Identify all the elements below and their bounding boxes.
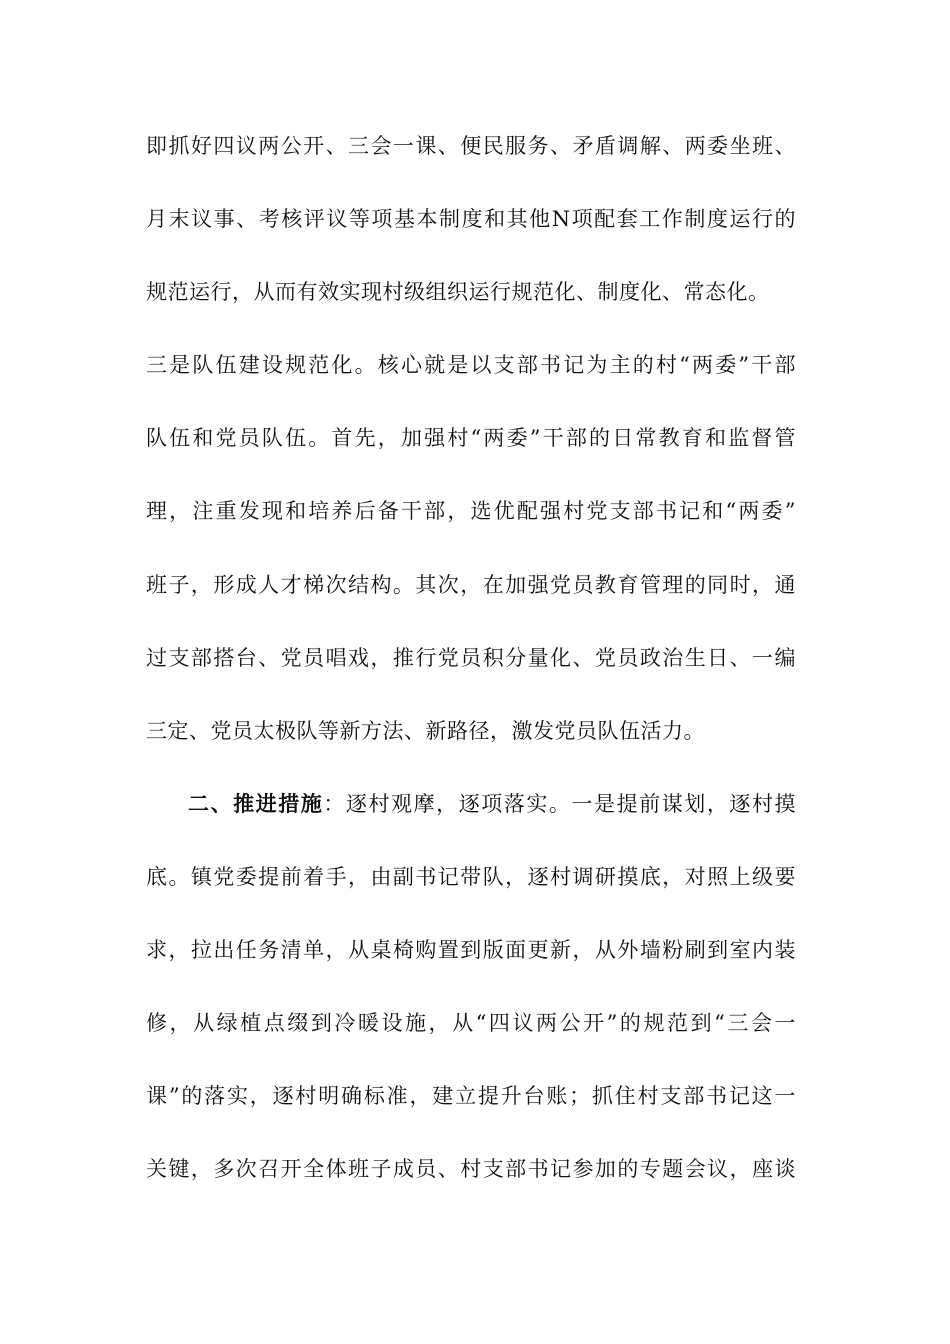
- section-heading-line: [146, 779, 796, 852]
- text-line: 课”的落实，逐村明确标准，建立提升台账；抓住村支部书记这一: [146, 1084, 796, 1109]
- text-line: 月末议事、考核评议等项基本制度和其他N项配套工作制度运行的: [146, 207, 796, 232]
- text-line: 底。镇党委提前着手，由副书记带队，逐村调研摸底，对照上级要: [146, 864, 796, 889]
- text-line: 班子，形成人才梯次结构。其次，在加强党员教育管理的同时，通: [146, 572, 796, 597]
- text-line: 三是队伍建设规范化。核心就是以支部书记为主的村“两委”干部: [146, 353, 796, 378]
- text-line: 队伍和党员队伍。首先，加强村“两委”干部的日常教育和监督管: [146, 426, 796, 451]
- text-line: 理，注重发现和培养后备干部，选优配强村党支部书记和“两委”: [146, 499, 796, 524]
- text-line: 三定、党员太极队等新方法、新路径，激发党员队伍活力。: [146, 718, 705, 743]
- text-line: 规范运行，从而有效实现村级组织运行规范化、制度化、常态化。: [146, 280, 770, 305]
- text-line: 过支部搭台、党员唱戏，推行党员积分量化、党员政治生日、一编: [146, 645, 796, 670]
- text-line: 修，从绿植点缀到冷暖设施，从“四议两公开”的规范到“三会一: [146, 1011, 796, 1036]
- text-line: 即抓好四议两公开、三会一课、便民服务、矛盾调解、两委坐班、: [146, 134, 796, 158]
- body-text: [146, 121, 796, 1217]
- section-heading-rest: ：逐村观摩，逐项落实。一是提前谋划，逐村摸: [323, 791, 796, 816]
- section-heading: 二、推进措施: [188, 791, 324, 816]
- text-line: 关键，多次召开全体班子成员、村支部书记参加的专题会议，座谈: [146, 1157, 796, 1182]
- text-line: 求，拉出任务清单，从桌椅购置到版面更新，从外墙粉刷到室内装: [146, 938, 796, 963]
